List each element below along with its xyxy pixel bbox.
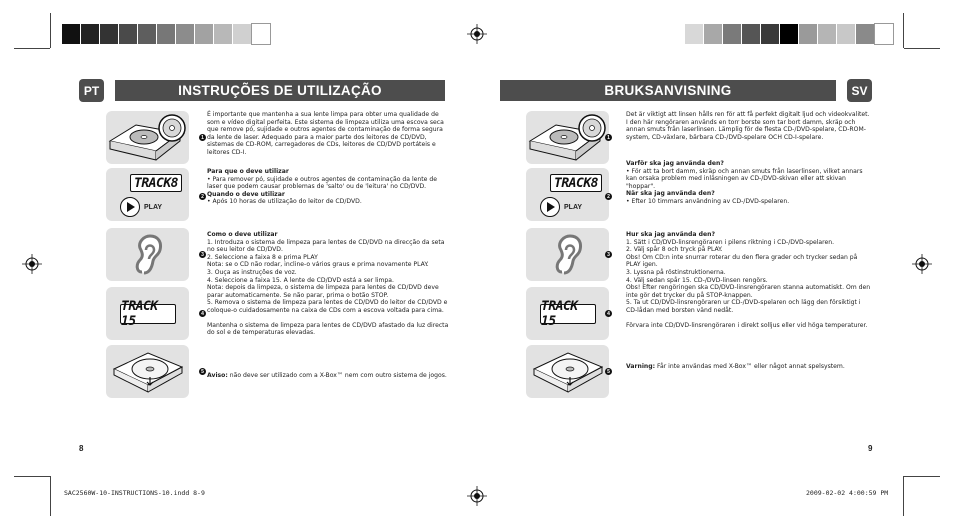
step-4-illustration: [526, 287, 609, 340]
step-1-illustration: [526, 111, 609, 164]
color-swatch: [780, 24, 798, 44]
crop-mark: [903, 476, 904, 516]
page-number-left: 8: [79, 444, 84, 453]
warning-label-pt: Aviso:: [207, 372, 228, 379]
play-label: PLAY: [144, 203, 163, 211]
crop-mark: [50, 476, 51, 516]
color-swatch: [818, 24, 836, 44]
crop-mark: [50, 13, 51, 48]
color-swatch: [214, 24, 232, 44]
when-text-pt: • Após 10 horas de utilização do leitor de CD/DVD.: [207, 198, 362, 206]
how-heading-sv: Hur ska jag använda den?: [626, 231, 715, 238]
when-text-sv: • Efter 10 timmars användning av CD-/DVD-spelaren.: [626, 197, 790, 205]
crop-mark: [903, 13, 904, 48]
how-line-pt: Nota: se o CD não rodar, incline-o vários graus e prima novamente PLAY.: [207, 261, 429, 269]
how-line-pt: 3. Ouça as instruções de voz.: [207, 268, 297, 276]
registration-mark-icon: [467, 486, 487, 506]
color-swatch: [252, 24, 270, 44]
color-swatch: [837, 24, 855, 44]
registration-mark-icon: [22, 254, 42, 274]
page-title-sv: BRUKSANVISNING: [500, 80, 836, 101]
warning-pt: [207, 372, 452, 380]
why-section-pt: [207, 168, 452, 206]
play-label: PLAY: [564, 203, 583, 211]
how-line-sv: 4. Välj sedan spår 15. CD-/DVD-linsen rengörs.: [626, 276, 768, 284]
color-swatch: [742, 24, 760, 44]
play-icon: [540, 197, 560, 217]
step-5-marker: 5: [605, 368, 612, 375]
step-4-marker: 4: [605, 310, 612, 317]
step-1-marker: 1: [605, 134, 612, 141]
color-swatch: [685, 24, 703, 44]
color-swatch: [119, 24, 137, 44]
color-swatch: [62, 24, 80, 44]
warning-text-sv: Får inte användas med X-Box™ eller något annat spelsystem.: [655, 363, 845, 370]
why-text-sv: • För att ta bort damm, skräp och annan smuts från laserlinsen, vilket annars kan orsaka problem med inläsningen av CD-/DVD-skivan eller att skivan "hoppar".: [626, 167, 863, 190]
why-heading-sv: Varför ska jag använda den?: [626, 160, 724, 167]
how-section-sv: [626, 231, 871, 329]
play-button-illustration: [540, 197, 582, 217]
step-5-marker: 5: [199, 368, 206, 375]
cd-player-insert-icon: [526, 111, 609, 164]
ear-icon: [526, 228, 609, 281]
color-swatch: [176, 24, 194, 44]
warning-text-pt: não deve ser utilizado com a X-Box™ nem com outro sistema de jogos.: [227, 372, 447, 379]
cd-case-icon: [526, 345, 609, 398]
step-1-illustration: [106, 111, 189, 164]
color-swatch: [723, 24, 741, 44]
how-line-sv: Obs! Efter rengöringen ska CD/DVD-linsrengöraren stanna automatiskt. Om den inte gör det trycker du på STOP-knappen.: [626, 284, 871, 299]
step-2-marker: 2: [199, 193, 206, 200]
crop-mark: [904, 476, 940, 477]
step-1-marker: 1: [199, 134, 206, 141]
play-icon: [120, 197, 140, 217]
step-4-illustration: [106, 287, 189, 340]
how-line-sv: 1. Sätt i CD/DVD-linsrengöraren i pilens riktning i CD-/DVD-spelaren.: [626, 238, 835, 246]
how-section-pt: [207, 231, 452, 337]
crop-mark: [14, 48, 50, 49]
step-3-illustration: [526, 228, 609, 281]
why-text-pt: • Para remover pó, sujidade e outros agentes de contaminação da lente de laser que podem causar problemas de 'salto' ou de 'leitura' no CD/DVD.: [207, 175, 437, 191]
ear-icon: [106, 228, 189, 281]
lcd-track15-display: TRACK 15: [540, 304, 596, 324]
intro-text-pt: É importante que mantenha a sua lente limpa para obter uma qualidade de som e vídeo digital perfeita. Este sistema de limpeza utiliza uma escova seca que remove pó, sujidade e outros agentes de contaminação de forma segura da lente de laser. Adequado para a maior parte dos leitores de CD/DVD, sistemas de CD-ROM, carregadores de CDs, leitores de CD/DVD portáteis e leitores CD-I.: [207, 111, 444, 156]
step-3-marker: 3: [605, 251, 612, 258]
how-line-sv: Obs! Om CD:n inte snurrar roterar du den flera grader och trycker sedan på PLAY igen.: [626, 253, 858, 269]
why-section-sv: [626, 160, 871, 206]
how-heading-pt: Como o deve utilizar: [207, 231, 278, 238]
crop-mark: [904, 48, 940, 49]
step-3-illustration: [106, 228, 189, 281]
storage-text-sv: Förvara inte CD/DVD-linsrengöraren i direkt solljus eller vid höga temperaturer.: [626, 321, 868, 329]
registration-mark-icon: [467, 24, 487, 44]
step-2-illustration: [526, 168, 609, 221]
step-2-marker: 2: [605, 193, 612, 200]
color-swatch: [157, 24, 175, 44]
step-4-marker: 4: [199, 310, 206, 317]
step-5-illustration: [106, 345, 189, 398]
step-2-illustration: [106, 168, 189, 221]
registration-mark-icon: [912, 254, 932, 274]
color-swatch: [81, 24, 99, 44]
lcd-track8-display: TRACK8: [550, 174, 602, 192]
color-swatch: [100, 24, 118, 44]
color-swatch: [704, 24, 722, 44]
language-badge-sv: SV: [847, 79, 872, 102]
color-swatch: [195, 24, 213, 44]
how-line-sv: 2. Välj spår 8 och tryck på PLAY.: [626, 246, 723, 254]
how-line-sv: 3. Lyssna på röstinstruktionerna.: [626, 268, 726, 276]
warning-sv: [626, 363, 871, 371]
how-line-pt: 4. Seleccione a faixa 15. A lente de CD/DVD está a ser limpa.: [207, 276, 394, 284]
color-swatch: [138, 24, 156, 44]
lcd-track8-display: TRACK8: [130, 174, 182, 192]
why-heading-pt: Para que o deve utilizar: [207, 168, 289, 175]
step-3-marker: 3: [199, 251, 206, 258]
cd-case-icon: [106, 345, 189, 398]
page-number-right: 9: [868, 444, 873, 453]
how-line-pt: 2. Seleccione a faixa 8 e prima PLAY: [207, 253, 318, 261]
color-swatch: [761, 24, 779, 44]
crop-mark: [14, 476, 50, 477]
warning-label-sv: Varning:: [626, 363, 656, 370]
intro-text-sv: Det är viktigt att linsen hålls ren för att få perfekt digitalt ljud och videokvalitet. I den här rengöraren används en torr borste som tar bort damm, skräp och annan smuts från laserlinsen. Lämplig för de flesta CD-/DVD-spelare, CD-ROM-system, CD-växlare, bärbara CD-/DVD-spelare OCH CD-I-spelare.: [626, 111, 870, 141]
play-button-illustration: [120, 197, 162, 217]
slug-filename: SAC2560W-10-INSTRUCTIONS-10.indd 8-9: [64, 489, 205, 497]
storage-text-pt: Mantenha o sistema de limpeza para lentes de CD/DVD afastado da luz directa do sol e de temperaturas elevadas.: [207, 321, 449, 337]
how-line-sv: 5. Ta ut CD/DVD-linsrengöraren ur CD-/DVD-spelaren och lägg den försiktigt i CD-lådan med borsten vänd nedåt.: [626, 299, 861, 314]
color-swatch: [856, 24, 874, 44]
color-swatch: [233, 24, 251, 44]
how-line-pt: Nota: depois da limpeza, o sistema de limpeza para lentes de CD/DVD deve parar automaticamente. Se não parar, prima o botão STOP.: [207, 284, 439, 299]
how-line-pt: 5. Remova o sistema de limpeza para lentes de CD/DVD do leitor de CD/DVD e coloque-o cuidadosamente na caixa de CDs com a escova voltada para cima.: [207, 299, 448, 314]
page-title-pt: INSTRUÇÕES DE UTILIZAÇÃO: [115, 80, 445, 101]
color-swatch: [875, 24, 893, 44]
how-line-pt: 1. Introduza o sistema de limpeza para lentes de CD/DVD na direcção da seta no seu leitor de CD/DVD.: [207, 238, 445, 254]
language-badge-pt: PT: [79, 79, 104, 102]
when-heading-pt: Quando o deve utilizar: [207, 190, 285, 198]
cd-player-insert-icon: [106, 111, 189, 164]
lcd-track15-display: TRACK 15: [120, 304, 176, 324]
slug-timestamp: 2009-02-02 4:00:59 PM: [806, 489, 889, 497]
step-5-illustration: [526, 345, 609, 398]
when-heading-sv: När ska jag använda den?: [626, 190, 715, 198]
color-swatch: [799, 24, 817, 44]
